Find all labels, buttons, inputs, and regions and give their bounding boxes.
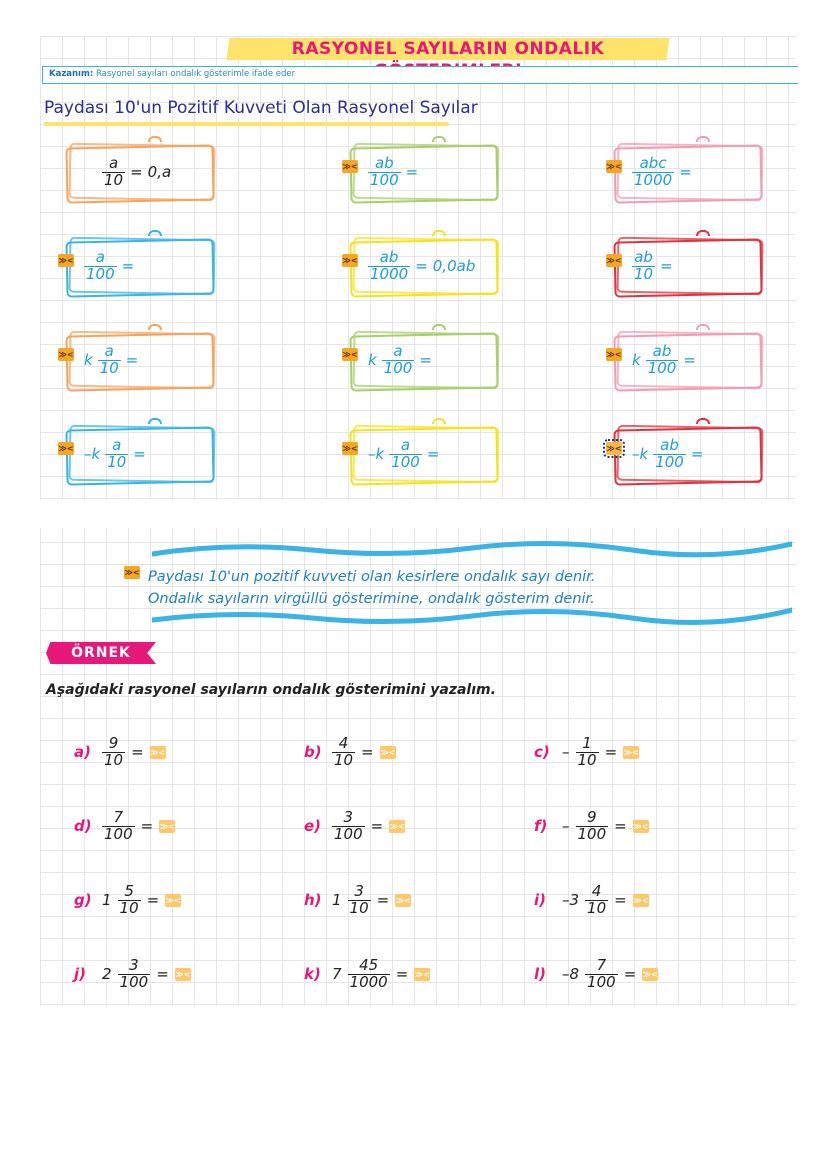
fraction-numerator: a xyxy=(108,154,119,172)
exercise-label: l) xyxy=(534,965,546,984)
exercise-label: a) xyxy=(74,743,91,762)
equals-sign: = xyxy=(690,445,704,464)
fraction-numerator: a xyxy=(104,342,114,360)
answer-marker-icon[interactable]: ≫< xyxy=(159,821,175,831)
fraction xyxy=(632,156,674,189)
paperclip-icon xyxy=(432,136,446,142)
fraction-denominator: 100 xyxy=(647,358,677,377)
exercise-whole: –3 xyxy=(562,891,580,910)
exercise-whole: 7 xyxy=(332,965,342,984)
formula-expression xyxy=(632,438,703,471)
formula-expression xyxy=(368,438,439,471)
fraction-numerator: 5 xyxy=(124,882,134,900)
equals-sign: = xyxy=(426,445,440,464)
formula-result: 0,0ab xyxy=(432,257,476,276)
fraction-denominator: 1000 xyxy=(370,264,409,283)
equals-sign: = xyxy=(121,257,135,276)
formula-expression xyxy=(368,156,418,189)
paperclip-icon xyxy=(148,136,162,142)
fraction-denominator: 100 xyxy=(119,972,149,991)
fraction-denominator: 10 xyxy=(107,452,127,471)
equals-sign: = xyxy=(140,817,154,836)
equals-sign: = xyxy=(133,445,146,464)
fraction-numerator: a xyxy=(393,342,403,360)
paperclip-icon xyxy=(432,230,446,236)
fraction xyxy=(368,156,401,189)
answer-marker-icon[interactable]: ≫< xyxy=(642,969,658,979)
marker-icon[interactable]: ≫< xyxy=(606,444,622,453)
paperclip-icon xyxy=(148,324,162,330)
paperclip-icon xyxy=(696,136,710,142)
exercise-fraction xyxy=(585,884,608,917)
info-note xyxy=(148,566,595,610)
exercise-item xyxy=(304,958,430,991)
fraction-numerator: 7 xyxy=(596,956,607,974)
formula-expression xyxy=(632,344,696,377)
formula-prefix: –k xyxy=(84,445,101,464)
answer-marker-icon[interactable]: ≫< xyxy=(150,747,166,757)
exercise-label: d) xyxy=(74,817,92,836)
marker-icon[interactable]: ≫< xyxy=(58,256,74,265)
fraction-denominator: 10 xyxy=(104,750,124,769)
page-title: RASYONEL SAYILARIN ONDALIK xyxy=(291,39,605,59)
fraction xyxy=(102,156,125,189)
equals-sign: = xyxy=(415,257,428,276)
equals-sign: = xyxy=(405,163,419,182)
info-note-line1: Paydası 10'un pozitif kuvveti olan kesirlere ondalık sayı denir. xyxy=(148,569,596,585)
exercise-label: b) xyxy=(304,743,322,762)
exercise-item xyxy=(534,884,649,917)
fraction-denominator: 100 xyxy=(391,452,420,471)
equals-sign: = xyxy=(125,351,139,370)
formula-result: 0,a xyxy=(147,163,172,182)
formula-expression xyxy=(368,344,432,377)
exercise-fraction xyxy=(102,810,135,843)
fraction-denominator: 10 xyxy=(104,170,124,189)
exercise-fraction xyxy=(118,958,151,991)
fraction-denominator: 100 xyxy=(334,824,363,843)
kazanim-text: Rasyonel sayıları ondalık gösterimle ifade eder xyxy=(95,69,296,79)
exercise-whole: – xyxy=(562,817,570,836)
exercise-fraction xyxy=(332,810,365,843)
fraction-denominator: 10 xyxy=(349,898,369,917)
section-gap xyxy=(40,500,796,528)
equals-sign: = xyxy=(130,163,143,182)
answer-marker-icon[interactable]: ≫< xyxy=(414,969,430,979)
exercise-whole: 2 xyxy=(102,965,112,984)
marker-icon[interactable]: ≫< xyxy=(606,162,622,171)
fraction-denominator: 10 xyxy=(119,898,139,917)
marker-icon[interactable]: ≫< xyxy=(342,444,358,453)
exercise-fraction xyxy=(348,958,390,991)
fraction-denominator: 100 xyxy=(577,824,607,843)
marker-icon[interactable]: ≫< xyxy=(58,350,74,359)
exercise-whole: – xyxy=(562,743,570,762)
paperclip-icon xyxy=(148,418,162,424)
formula-expression xyxy=(102,156,171,189)
exercise-label: k) xyxy=(304,965,321,984)
kazanim-label: Kazanım: xyxy=(49,69,94,79)
fraction-numerator: 3 xyxy=(129,956,139,974)
answer-marker-icon[interactable]: ≫< xyxy=(389,821,405,831)
equals-sign: = xyxy=(614,891,627,910)
fraction-denominator: 100 xyxy=(104,824,133,843)
fraction-denominator: 10 xyxy=(587,898,607,917)
note-marker-icon[interactable]: ≫< xyxy=(124,568,140,577)
equals-sign: = xyxy=(156,965,169,984)
exercise-label: e) xyxy=(304,817,322,836)
formula-prefix: k xyxy=(368,351,377,370)
fraction-numerator: ab xyxy=(634,248,653,266)
fraction-numerator: 9 xyxy=(108,734,119,752)
formula-expression xyxy=(84,250,134,283)
marker-icon[interactable]: ≫< xyxy=(606,256,622,265)
equals-sign: = xyxy=(361,743,374,762)
formula-expression xyxy=(84,438,146,471)
exercise-label: c) xyxy=(534,743,550,762)
marker-icon[interactable]: ≫< xyxy=(342,162,358,171)
fraction xyxy=(368,250,410,283)
fraction-denominator: 10 xyxy=(334,750,354,769)
fraction-denominator: 100 xyxy=(587,972,616,991)
formula-expression xyxy=(368,250,475,283)
paperclip-icon xyxy=(696,418,710,424)
paperclip-icon xyxy=(148,230,162,236)
fraction xyxy=(98,344,121,377)
marker-icon[interactable]: ≫< xyxy=(58,444,74,453)
equals-sign: = xyxy=(604,743,618,762)
exercise-item xyxy=(74,736,166,769)
exercise-item xyxy=(74,958,191,991)
fraction-numerator: abc xyxy=(639,154,667,172)
answer-marker-icon[interactable]: ≫< xyxy=(175,969,191,979)
fraction-numerator: ab xyxy=(379,248,399,266)
fraction-denominator: 1000 xyxy=(634,170,673,189)
equals-sign: = xyxy=(419,351,432,370)
marker-icon[interactable]: ≫< xyxy=(342,350,358,359)
formula-prefix: –k xyxy=(368,445,385,464)
fraction-numerator: 4 xyxy=(338,734,349,752)
exercise-item xyxy=(534,810,649,843)
equals-sign: = xyxy=(395,965,409,984)
exercise-fraction xyxy=(348,884,371,917)
exercise-label: j) xyxy=(74,965,86,984)
paperclip-icon xyxy=(696,324,710,330)
fraction xyxy=(84,250,117,283)
equals-sign: = xyxy=(370,817,384,836)
section-subtitle: Paydası 10'un Pozitif Kuvveti Olan Rasyonel Sayılar xyxy=(44,98,478,118)
fraction xyxy=(632,250,655,283)
fraction-numerator: a xyxy=(95,248,105,266)
fraction xyxy=(105,438,128,471)
exercise-item xyxy=(534,736,639,769)
exercise-item xyxy=(304,810,405,843)
equals-sign: = xyxy=(683,351,696,370)
fraction-numerator: a xyxy=(112,436,122,454)
fraction-numerator: a xyxy=(400,436,411,454)
equals-sign: = xyxy=(614,817,627,836)
exercise-whole: 1 xyxy=(102,891,112,910)
example-instruction: Aşağıdaki rasyonel sayıların ondalık gösterimini yazalım. xyxy=(46,682,496,698)
fraction-numerator: ab xyxy=(374,154,394,172)
fraction-denominator: 1000 xyxy=(349,972,388,991)
fraction-numerator: 9 xyxy=(587,808,597,826)
fraction xyxy=(646,344,679,377)
answer-marker-icon[interactable]: ≫< xyxy=(633,895,649,905)
equals-sign: = xyxy=(660,257,673,276)
fraction-numerator: 3 xyxy=(354,882,364,900)
kazanim-bar xyxy=(42,66,798,84)
equals-sign: = xyxy=(679,163,692,182)
exercise-item xyxy=(74,884,181,917)
answer-marker-icon[interactable]: ≫< xyxy=(380,747,396,757)
fraction-denominator: 100 xyxy=(655,452,684,471)
answer-marker-icon[interactable]: ≫< xyxy=(623,747,639,757)
paperclip-icon xyxy=(432,324,446,330)
example-tag: ÖRNEK xyxy=(71,645,131,661)
formula-expression xyxy=(632,156,692,189)
formula-expression xyxy=(84,344,138,377)
fraction-numerator: 45 xyxy=(359,956,379,974)
fraction-numerator: 1 xyxy=(582,734,592,752)
info-note-line2: Ondalık sayıların virgüllü gösterimine, ondalık gösterim denir. xyxy=(148,591,595,607)
fraction-denominator: 10 xyxy=(634,264,654,283)
answer-marker-icon[interactable]: ≫< xyxy=(395,895,411,905)
fraction-denominator: 10 xyxy=(577,750,597,769)
exercise-whole: –8 xyxy=(562,965,580,984)
marker-icon[interactable]: ≫< xyxy=(606,350,622,359)
fraction-denominator: 10 xyxy=(99,358,119,377)
fraction xyxy=(653,438,686,471)
exercise-label: i) xyxy=(534,891,546,910)
exercise-fraction xyxy=(332,736,355,769)
fraction-denominator: 100 xyxy=(370,170,399,189)
exercise-label: g) xyxy=(74,891,92,910)
equals-sign: = xyxy=(146,891,160,910)
formula-prefix: k xyxy=(632,351,641,370)
subtitle-underline xyxy=(44,122,449,126)
fraction-denominator: 100 xyxy=(383,358,413,377)
exercise-label: f) xyxy=(534,817,548,836)
exercise-item xyxy=(304,736,396,769)
fraction xyxy=(389,438,422,471)
exercise-label: h) xyxy=(304,891,322,910)
fraction-numerator: 4 xyxy=(591,882,602,900)
exercise-item xyxy=(534,958,658,991)
fraction xyxy=(382,344,415,377)
equals-sign: = xyxy=(376,891,390,910)
exercise-fraction xyxy=(585,958,618,991)
answer-marker-icon[interactable]: ≫< xyxy=(165,895,181,905)
fraction-numerator: ab xyxy=(652,342,672,360)
exercise-fraction xyxy=(118,884,141,917)
equals-sign: = xyxy=(131,743,144,762)
fraction-denominator: 100 xyxy=(86,264,115,283)
paperclip-icon xyxy=(432,418,446,424)
exercise-item xyxy=(304,884,411,917)
fraction-numerator: 3 xyxy=(343,808,354,826)
fraction-numerator: ab xyxy=(660,436,679,454)
exercise-fraction xyxy=(576,810,609,843)
formula-prefix: –k xyxy=(632,445,649,464)
exercise-item xyxy=(74,810,175,843)
fraction-numerator: 7 xyxy=(113,808,124,826)
exercise-whole: 1 xyxy=(332,891,342,910)
answer-marker-icon[interactable]: ≫< xyxy=(633,821,649,831)
formula-expression xyxy=(632,250,673,283)
exercise-fraction xyxy=(576,736,599,769)
marker-icon[interactable]: ≫< xyxy=(342,256,358,265)
exercise-fraction xyxy=(102,736,125,769)
paperclip-icon xyxy=(696,230,710,236)
equals-sign: = xyxy=(623,965,637,984)
formula-prefix: k xyxy=(84,351,93,370)
